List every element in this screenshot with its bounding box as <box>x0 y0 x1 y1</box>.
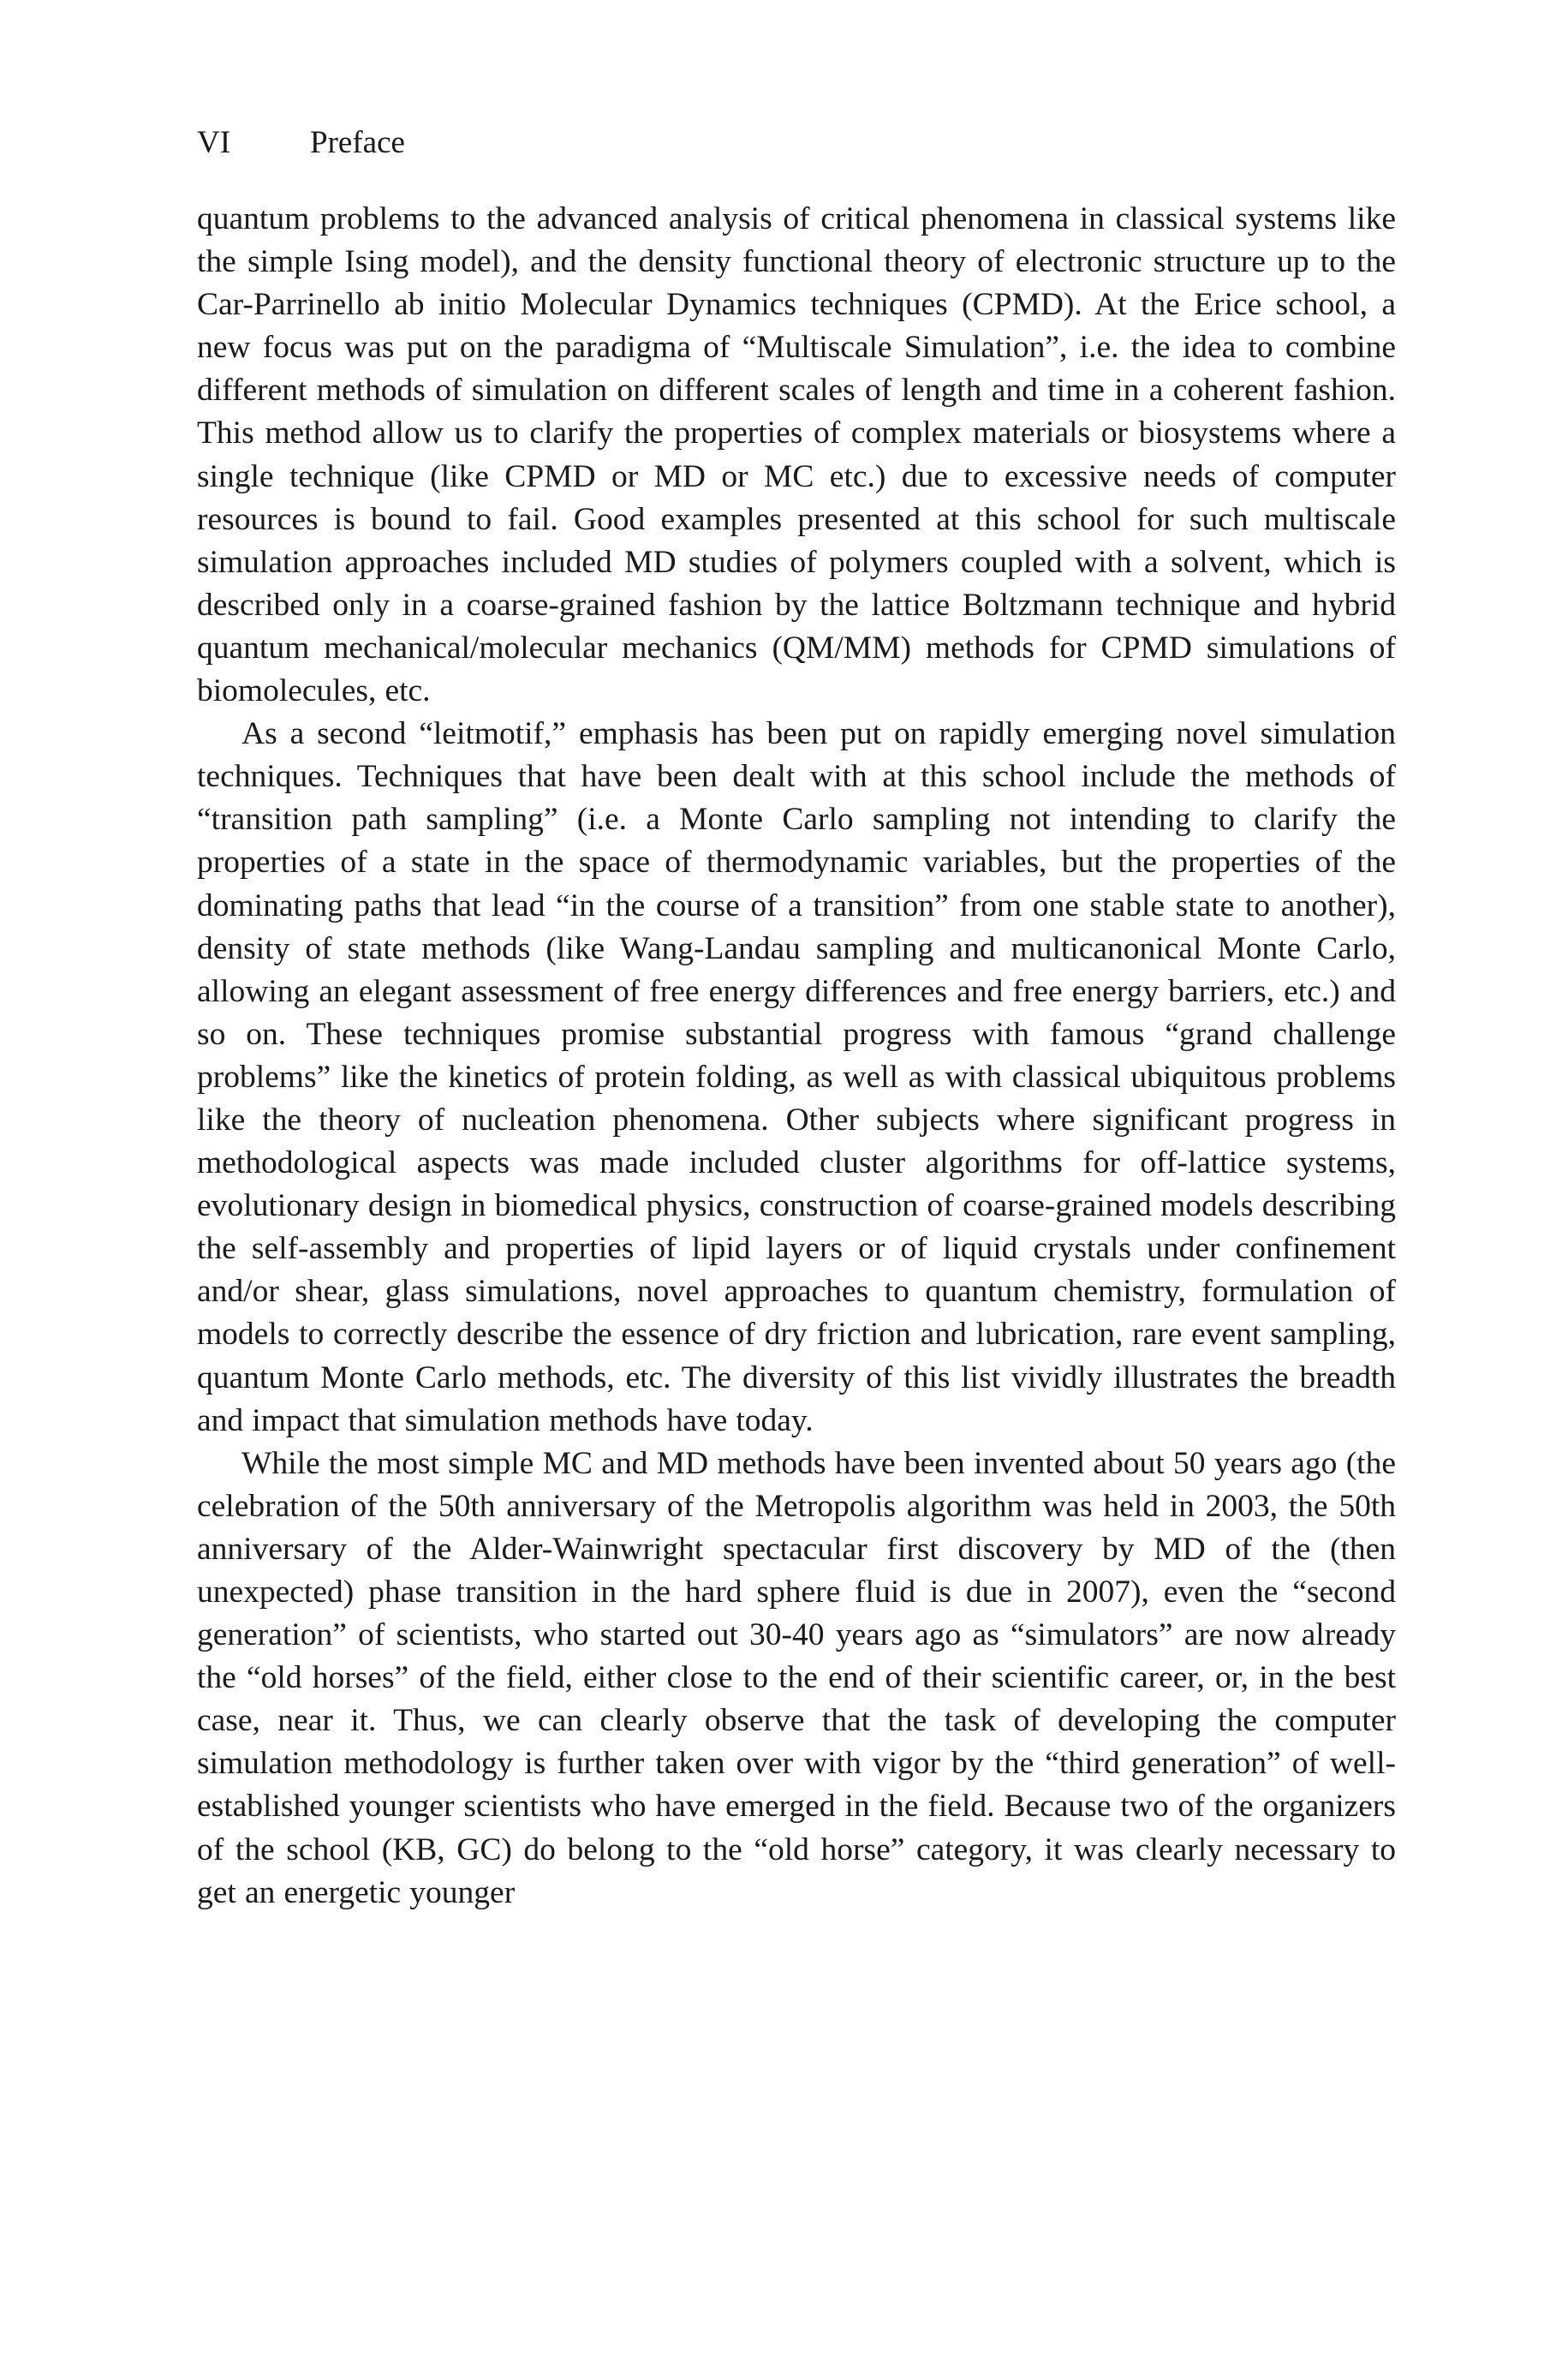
page-number: VI <box>197 125 231 160</box>
paragraph-1: quantum problems to the advanced analysis of critical phenomena in classical systems like the simple Ising model), and the density functional theory of electronic structure up to the Car-Parrinello ab initio Molecular Dynamics techniques (CPMD). At the Erice school, a new focus was put on the paradigma of “Multiscale Simulation”, i.e. the idea to combine different methods of simulation on different scales of length and time in a coherent fashion. This method allow us to clarify the properties of complex materials or biosystems where a single technique (like CPMD or MD or MC etc.) due to excessive needs of computer resources is bound to fail. Good examples presented at this school for such multiscale simulation approaches included MD studies of polymers coupled with a solvent, which is described only in a coarse-grained fashion by the lattice Boltzmann technique and hybrid quantum mechanical/molecular mechanics (QM/MM) methods for CPMD simulations of biomolecules, etc. <box>197 201 1396 709</box>
section-title: Preface <box>310 125 405 160</box>
book-page <box>197 124 1396 1915</box>
body-text <box>197 198 1396 1915</box>
paragraph-3: While the most simple MC and MD methods have been invented about 50 years ago (the celebration of the 50th anniversary of the Metropolis algorithm was held in 2003, the 50th anniversary of the Alder-Wainwright spectacular first discovery by MD of the (then unexpected) phase transition in the hard sphere fluid is due in 2007), even the “second generation” of scientists, who started out 30-40 years ago as “simulators” are now already the “old horses” of the field, either close to the end of their scientific career, or, in the best case, near it. Thus, we can clearly observe that the task of developing the computer simulation methodology is further taken over with vigor by the “third generation” of well-established younger scientists who have emerged in the field. Because two of the organizers of the school (KB, GC) do belong to the “old horse” category, it was clearly necessary to get an energetic younger <box>197 1445 1396 1910</box>
paragraph-2: As a second “leitmotif,” emphasis has been put on rapidly emerging novel simulation techniques. Techniques that have been dealt with at this school include the methods of “transition path sampling” (i.e. a Monte Carlo sampling not intending to clarify the properties of a state in the space of thermodynamic variables, but the properties of the dominating paths that lead “in the course of a transition” from one stable state to another), density of state methods (like Wang-Landau sampling and multicanonical Monte Carlo, allowing an elegant assessment of free energy differences and free energy barriers, etc.) and so on. These techniques promise substantial progress with famous “grand challenge problems” like the kinetics of protein folding, as well as with classical ubiquitous problems like the theory of nucleation phenomena. Other subjects where significant progress in methodological aspects was made included cluster algorithms for off-lattice systems, evolutionary design in biomedical physics, construction of coarse-grained models describing the self-assembly and properties of lipid layers or of liquid crystals under confinement and/or shear, glass simulations, novel approaches to quantum chemistry, formulation of models to correctly describe the essence of dry friction and lubrication, rare event sampling, quantum Monte Carlo methods, etc. The diversity of this list vividly illustrates the breadth and impact that simulation methods have today. <box>197 716 1396 1438</box>
running-head <box>197 124 1396 162</box>
